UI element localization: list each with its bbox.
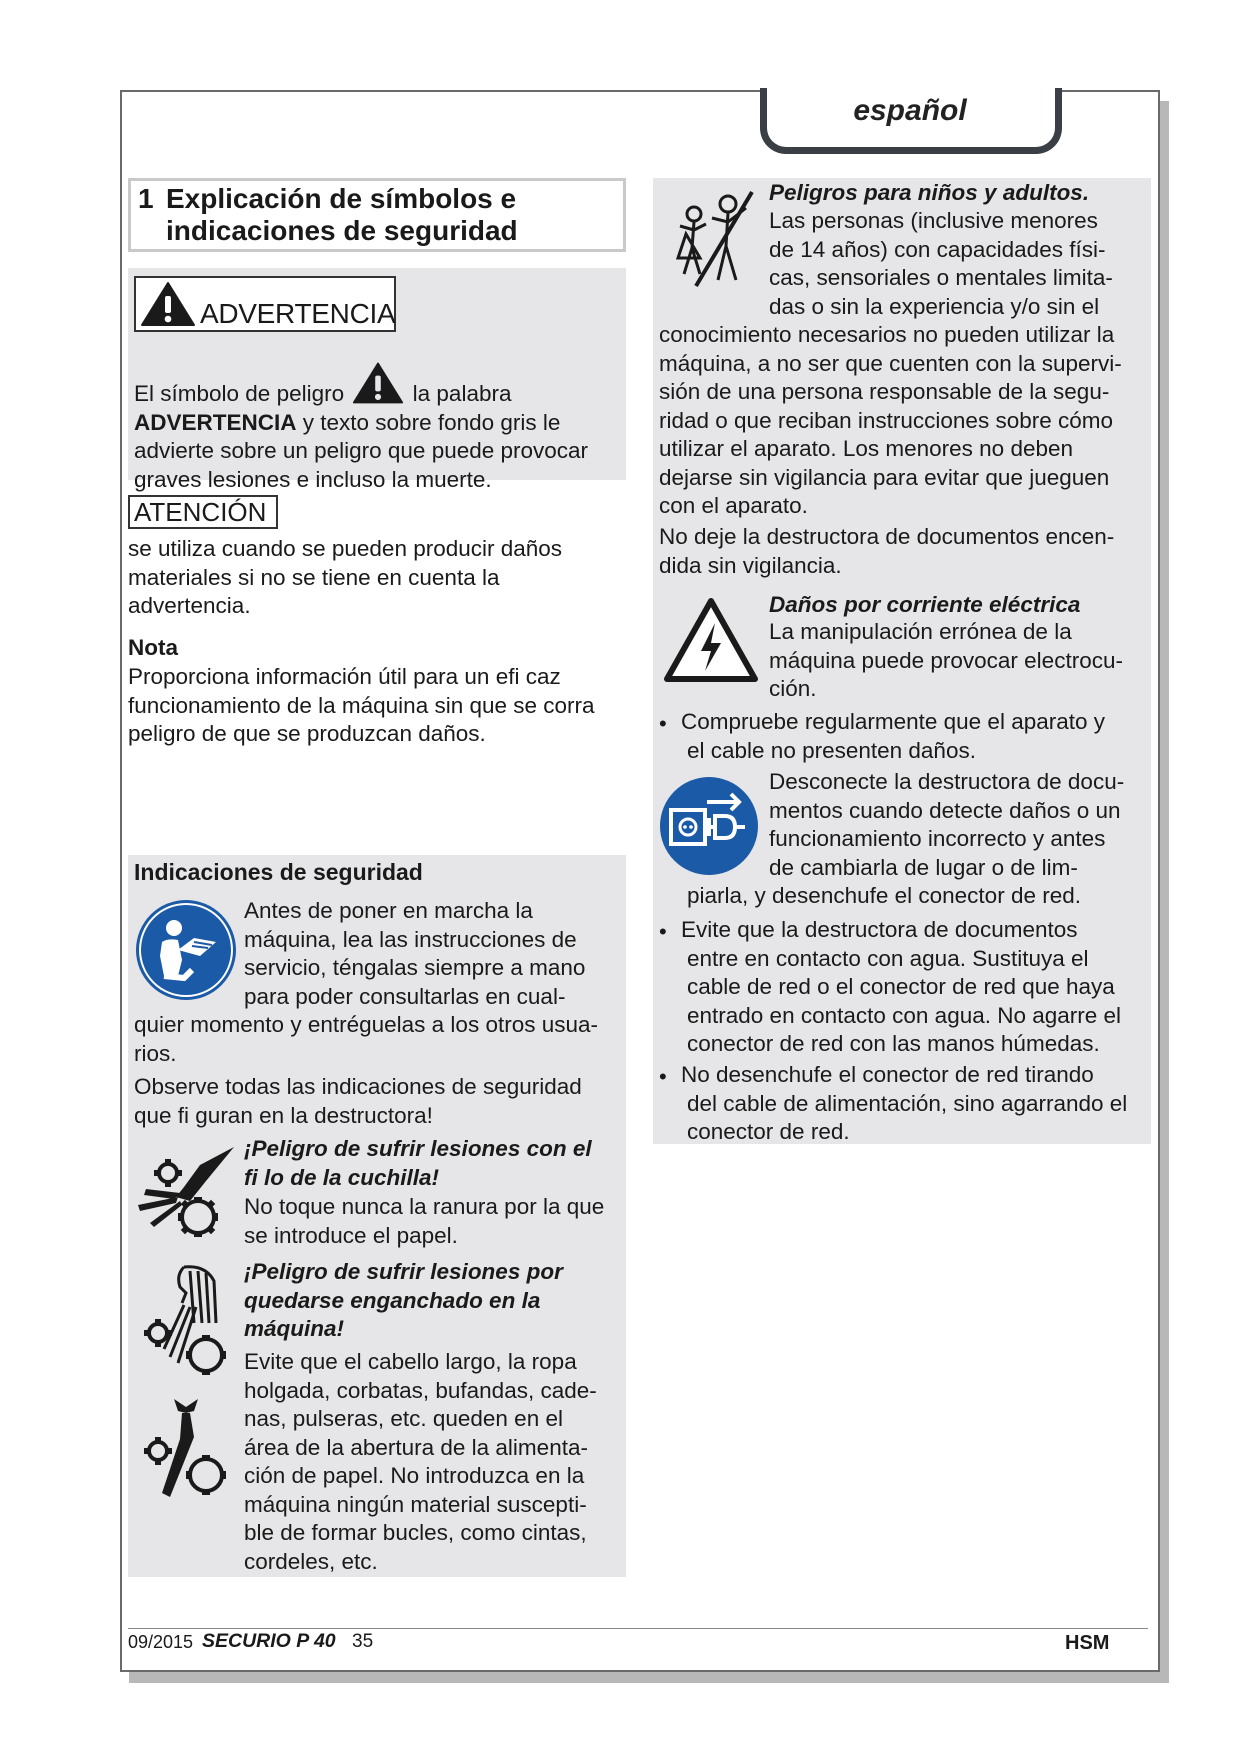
hair-entanglement-hazard-icon <box>134 1263 238 1375</box>
safety-heading: Indicaciones de seguridad <box>134 859 423 885</box>
electric-hazard-icon <box>663 597 759 683</box>
unplug-line: de cambiarla de lugar o de lim- <box>769 854 1078 880</box>
entangle-text-line: ble de formar bucles, como cintas, <box>244 1520 587 1545</box>
bullet-check-text <box>681 708 1151 765</box>
brand-logo: HSM <box>1065 1632 1110 1654</box>
warning-keyword: ADVERTENCIA <box>134 409 297 435</box>
entangle-text-line: área de la abertura de la alimenta- <box>244 1434 588 1460</box>
entangle-text-line: Evite que el cabello largo, la ropa <box>244 1349 577 1374</box>
electric-line: ción. <box>769 676 817 701</box>
caution-line: materiales si no se tiene en cuenta la <box>128 564 500 590</box>
note-heading: Nota <box>128 635 178 660</box>
note-line: funcionamiento de la máquina sin que se corra <box>128 692 595 718</box>
note-line: peligro de que se produzcan daños. <box>128 721 486 746</box>
bullet-line: Evite que la destructora de documentos <box>681 917 1078 942</box>
manual-line: quier momento y entréguelas a los otros usua- <box>134 1012 598 1037</box>
warning-description <box>134 361 614 494</box>
entangle-heading-line: ¡Peligro de sufrir lesiones por <box>244 1259 563 1284</box>
unplug-icon <box>659 776 759 876</box>
note-line: Proporciona información útil para un efi caz <box>128 664 561 689</box>
warning-line4: graves lesiones e incluso la muerte. <box>134 466 492 492</box>
bullet-line: Compruebe regularmente que el aparato y <box>681 709 1106 734</box>
bullet-marker: • <box>659 1064 667 1089</box>
entangle-text-line: máquina ningún material suscepti- <box>244 1491 587 1517</box>
bullet-line: del cable de alimentación, sino agarrando el <box>687 1090 1128 1116</box>
unattended-line: dida sin vigilancia. <box>659 552 842 578</box>
children-line: ridad o que reciban instrucciones sobre cómo <box>659 407 1113 433</box>
bullet-line: conector de red con las manos húmedas. <box>687 1031 1100 1056</box>
caution-badge-label: ATENCIÓN <box>134 497 267 527</box>
manual-line: máquina, lea las instrucciones de <box>244 926 577 952</box>
electric-line: máquina puede provocar electrocu- <box>769 647 1123 673</box>
note-description <box>128 663 623 749</box>
warning-line3: advierte sobre un peligro que puede provocar <box>134 438 589 463</box>
children-line: Las personas (inclusive menores <box>769 208 1098 233</box>
bullet-line: conector de red. <box>687 1119 850 1144</box>
tie-entanglement-hazard-icon <box>134 1393 238 1505</box>
children-line: sión de una persona responsable de la segu- <box>659 379 1110 404</box>
electric-text <box>769 618 1149 704</box>
children-line: conocimiento necesarios no pueden utilizar la <box>659 322 1115 347</box>
section-number: 1 <box>138 183 154 214</box>
entangle-heading-line: quedarse enganchado en la <box>244 1287 541 1313</box>
no-children-icon <box>666 188 758 290</box>
unplug-line: Desconecte la destructora de docu- <box>769 769 1125 794</box>
children-line: cas, sensoriales o mentales limita- <box>769 265 1113 290</box>
bullet-line: entre en contacto con agua. Sustituya el <box>687 945 1089 971</box>
children-line: utilizar el aparato. Los menores no deben <box>659 436 1074 461</box>
bullet-water-text <box>681 916 1151 1059</box>
warning-line1-post: la palabra <box>412 381 512 406</box>
entangle-heading-line: máquina! <box>244 1316 345 1341</box>
blade-heading-line: ¡Peligro de sufrir lesiones con el <box>244 1136 592 1161</box>
electric-heading: Daños por corriente eléctrica <box>769 592 1081 617</box>
read-manual-icon <box>134 898 238 1002</box>
warning-line2-rest: y texto sobre fondo gris le <box>296 409 561 435</box>
manual-line: para poder consultarlas en cual- <box>244 983 566 1009</box>
entangle-heading <box>244 1258 624 1344</box>
bullet-marker: • <box>659 711 667 736</box>
caution-description <box>128 535 618 621</box>
entangle-text <box>244 1348 624 1576</box>
language-label: español <box>853 94 967 127</box>
entangle-text-line: ción de papel. No introduzca en la <box>244 1463 585 1488</box>
unplug-indented-text <box>769 768 1149 882</box>
children-line: máquina, a no ser que cuenten con la supervi- <box>659 350 1122 376</box>
unplug-wrap-line: piarla, y desenchufe el conector de red. <box>687 883 1081 908</box>
children-wrap-text <box>659 321 1151 521</box>
manual-line: servicio, téngalas siempre a mano <box>244 955 586 980</box>
manual-line: rios. <box>134 1040 177 1066</box>
entangle-text-line: cordeles, etc. <box>244 1548 378 1574</box>
manual-wrap-text <box>134 1011 624 1068</box>
entangle-text-line: holgada, corbatas, bufandas, cade- <box>244 1377 597 1403</box>
observe-text <box>134 1073 624 1130</box>
footer-rule <box>128 1628 1148 1629</box>
entangle-text-line: nas, pulseras, etc. queden en el <box>244 1406 563 1431</box>
unplug-line: mentos cuando detecte daños o un <box>769 797 1121 823</box>
footer-date: 09/2015 <box>128 1632 194 1652</box>
warning-line1-pre: El símbolo de peligro <box>134 381 345 406</box>
bullet-line: entrado en contacto con agua. No agarre el <box>687 1002 1122 1028</box>
bullet-line: cable de red o el conector de red que haya <box>687 974 1115 999</box>
caution-line: advertencia. <box>128 593 251 618</box>
observe-line: Observe todas las indicaciones de seguridad <box>134 1074 582 1099</box>
warning-badge-label: ADVERTENCIA <box>200 298 396 329</box>
caution-line: se utiliza cuando se pueden producir daños <box>128 536 563 561</box>
footer-model: SECURIO P 40 <box>202 1630 336 1652</box>
blade-text-line: No toque nunca la ranura por la que <box>244 1194 605 1219</box>
section-title: Explicación de símbolos e indicaciones de seguridad <box>166 183 518 246</box>
children-line: con el aparato. <box>659 493 808 518</box>
children-heading: Peligros para niños y adultos. <box>769 180 1090 205</box>
manual-indented-text <box>244 897 624 1011</box>
blade-text-line: se introduce el papel. <box>244 1222 458 1248</box>
unattended-text <box>659 523 1151 580</box>
unplug-line: funcionamiento incorrecto y antes <box>769 826 1106 851</box>
electric-line: La manipulación errónea de la <box>769 619 1072 644</box>
bullet-unplug-cable-text <box>681 1061 1151 1147</box>
children-line: de 14 años) con capacidades físi- <box>769 236 1106 262</box>
manual-line: Antes de poner en marcha la <box>244 898 533 923</box>
blade-heading-line: fi lo de la cuchilla! <box>244 1164 440 1190</box>
children-indented-text <box>769 207 1149 321</box>
children-line: das o sin la experiencia y/o sin el <box>769 293 1100 319</box>
children-line: dejarse sin vigilancia para evitar que jueguen <box>659 464 1110 490</box>
warning-triangle-icon <box>140 281 196 327</box>
bullet-line: el cable no presenten daños. <box>687 737 976 763</box>
inline-warning-triangle-icon <box>352 361 404 405</box>
blade-text <box>244 1193 624 1250</box>
bullet-line: No desenchufe el conector de red tirando <box>681 1062 1094 1087</box>
observe-line: que fi guran en la destructora! <box>134 1102 433 1128</box>
blade-heading <box>244 1135 624 1192</box>
hand-cutting-hazard-icon <box>134 1143 238 1247</box>
bullet-marker: • <box>659 919 667 944</box>
unattended-line: No deje la destructora de documentos encen- <box>659 524 1115 549</box>
page-number: 35 <box>352 1631 374 1652</box>
